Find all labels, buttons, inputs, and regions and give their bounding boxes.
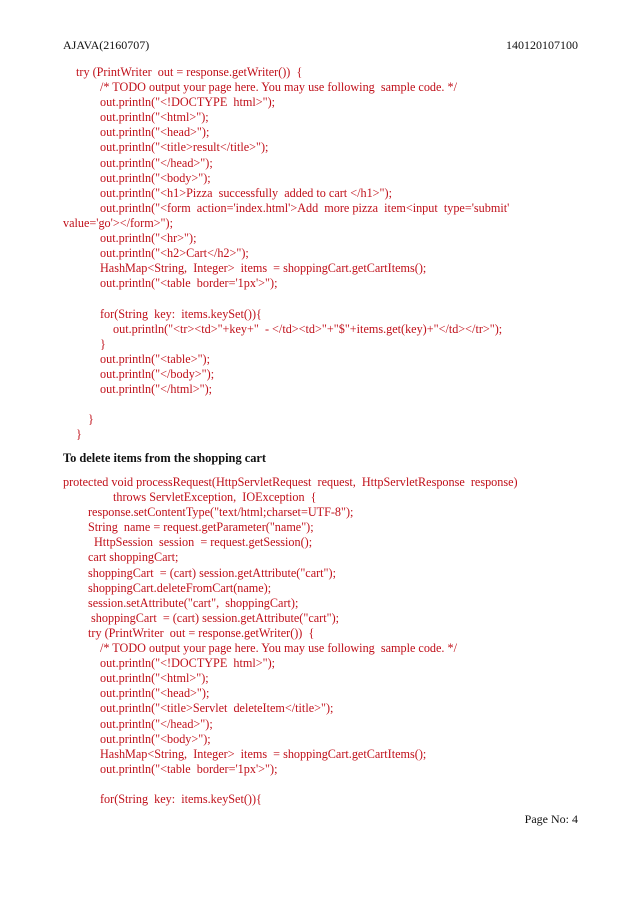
code-line: } — [88, 412, 94, 427]
code-block-delete-item — [63, 475, 578, 807]
section-heading: To delete items from the shopping cart — [63, 451, 267, 465]
code-line: String name = request.getParameter("name"); — [88, 520, 314, 535]
code-line: out.println("<form action='index.html'>Add more pizza item<input type='submit' — [100, 200, 510, 215]
code-line: /* TODO output your page here. You may use following sample code. */ — [100, 641, 457, 656]
code-line: response.setContentType("text/html;charset=UTF-8"); — [88, 505, 354, 520]
code-line: value='go'></form>"); — [63, 215, 173, 230]
code-line: HttpSession session = request.getSession(); — [94, 535, 313, 550]
code-line: } — [100, 336, 106, 351]
code-line: out.println("</head>"); — [100, 155, 213, 170]
code-line: out.println("<body>"); — [100, 170, 211, 185]
code-line: throws ServletException, IOException { — [113, 490, 317, 505]
code-line: out.println("<title>result</title>"); — [100, 140, 269, 155]
code-line: out.println("<h2>Cart</h2>"); — [100, 246, 249, 261]
code-line: out.println("<hr>"); — [100, 231, 197, 246]
code-line: cart shoppingCart; — [88, 550, 179, 565]
code-line: /* TODO output your page here. You may use following sample code. */ — [100, 80, 457, 95]
code-line: shoppingCart.deleteFromCart(name); — [88, 580, 272, 595]
code-line: out.println("<table border='1px'>"); — [100, 276, 278, 291]
code-line: shoppingCart = (cart) session.getAttribute("cart"); — [88, 610, 340, 625]
code-line: out.println("</html>"); — [100, 381, 213, 396]
code-line: protected void processRequest(HttpServletRequest request, HttpServletResponse response) — [63, 475, 518, 489]
code-line: HashMap<String, Integer> items = shoppingCart.getCartItems(); — [100, 261, 427, 276]
code-block-add-to-cart — [63, 65, 578, 442]
code-line: out.println("<head>"); — [100, 686, 210, 701]
code-line: out.println("<table>"); — [100, 351, 211, 366]
code-line: try (PrintWriter out = response.getWriter()) { — [88, 625, 315, 640]
code-line: out.println("</head>"); — [100, 716, 213, 731]
code-line: shoppingCart = (cart) session.getAttribute("cart"); — [88, 565, 336, 580]
code-line: out.println("</body>"); — [100, 366, 215, 381]
code-line: out.println("<!DOCTYPE html>"); — [100, 95, 276, 110]
code-line: out.println("<html>"); — [100, 671, 209, 686]
code-line: out.println("<head>"); — [100, 125, 210, 140]
code-line: out.println("<h1>Pizza successfully added to cart </h1>"); — [100, 185, 392, 200]
code-line: } — [76, 427, 82, 442]
code-line: for(String key: items.keySet()){ — [100, 306, 262, 321]
code-line: out.println("<title>Servlet deleteItem</title>"); — [100, 701, 334, 716]
course-code: AJAVA(2160707) — [63, 38, 150, 52]
enrollment-number: 140120107100 — [506, 38, 578, 52]
page-number: Page No: 4 — [524, 812, 578, 826]
code-line: HashMap<String, Integer> items = shoppingCart.getCartItems(); — [100, 746, 427, 761]
code-line: out.println("<table border='1px'>"); — [100, 761, 278, 776]
code-line: try (PrintWriter out = response.getWriter()) { — [76, 65, 303, 79]
page-header — [63, 38, 578, 54]
code-line: out.println("<tr><td>"+key+" - </td><td>"+"$"+items.get(key)+"</td></tr>"); — [113, 321, 503, 336]
code-line — [63, 397, 578, 412]
code-line: out.println("<body>"); — [100, 731, 211, 746]
code-line: session.setAttribute("cart", shoppingCart); — [88, 595, 299, 610]
code-line — [63, 777, 578, 792]
code-line: out.println("<html>"); — [100, 110, 209, 125]
code-line: for(String key: items.keySet()){ — [100, 791, 262, 806]
code-line — [63, 291, 578, 306]
code-line: out.println("<!DOCTYPE html>"); — [100, 656, 276, 671]
